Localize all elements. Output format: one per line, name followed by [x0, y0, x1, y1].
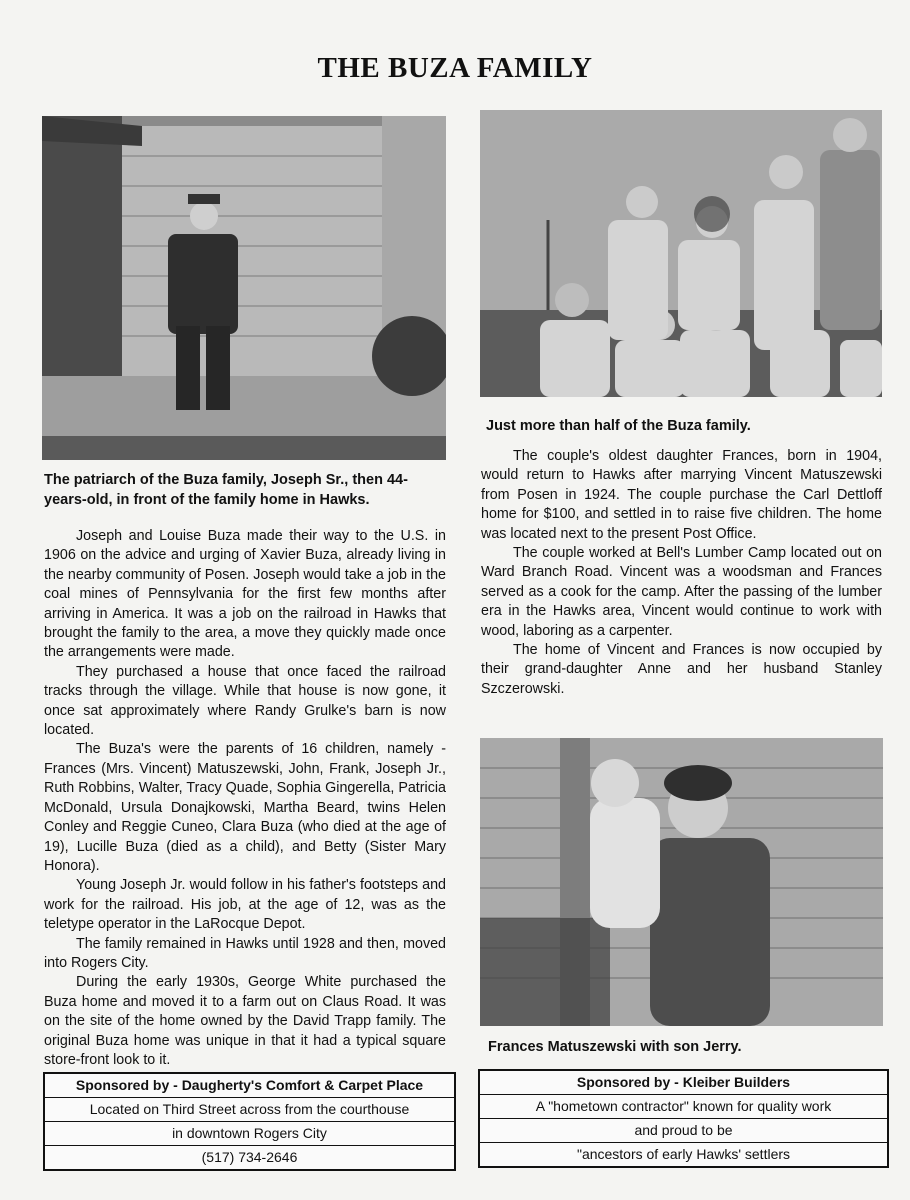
- paragraph: The couple worked at Bell's Lumber Camp located out on Ward Branch Road. Vincent was a woodsman and Frances served as a cook for the camp. After the passing of the lumber era in the Hawks area, Vincent would continue to work with wood, laboring as a carpenter.: [481, 545, 882, 639]
- frances-caption: Frances Matuszewski with son Jerry.: [488, 1039, 742, 1055]
- sponsor-box-left: [43, 1072, 456, 1171]
- sponsor-line: (517) 734-2646: [45, 1145, 454, 1169]
- paragraph: Young Joseph Jr. would follow in his father's footsteps and work for the railroad. His job, at the age of 12, was as the teletype operator in the LaRocque Depot.: [44, 877, 446, 933]
- sponsor-line: Located on Third Street across from the courthouse: [45, 1097, 454, 1121]
- paragraph: Joseph and Louise Buza made their way to the U.S. in 1906 on the advice and urging of Xavier Buza, already living in the nearby community of Posen. Joseph would take a job in the coal mines of Pennsylvania for the first few months after arriving in America. It was a job on the railroad in Hawks that brought the family to the area, a move they quickly made once the arrangements were made.: [44, 528, 446, 661]
- paragraph: During the early 1930s, George White purchased the Buza home and moved it to a farm out on Claus Road. It was on the site of the home owned by the David Trapp family. The original Buza home was unique in that it had a typical square store-front look to it.: [44, 974, 446, 1068]
- sponsor-heading: Sponsored by - Daugherty's Comfort & Carpet Place: [75, 1077, 424, 1093]
- sponsor-box-right: [478, 1069, 889, 1168]
- children-caption: Just more than half of the Buza family.: [486, 418, 751, 434]
- sponsor-line: in downtown Rogers City: [45, 1121, 454, 1145]
- children-photo: [480, 110, 882, 397]
- page-title: THE BUZA FAMILY: [317, 52, 593, 84]
- frances-photo-drawing: [480, 738, 883, 1026]
- sponsor-line: A "hometown contractor" known for quality work: [480, 1094, 887, 1118]
- sponsor-line: "ancestors of early Hawks' settlers: [480, 1142, 887, 1166]
- paragraph: The Buza's were the parents of 16 children, namely - Frances (Mrs. Vincent) Matuszewski, John, Frank, Joseph Jr., Ruth Robbins, Walter, Tracy Quade, Sophia Gingerella, Patricia McDonald, Ursula Donajkowski, Martha Beard, twins Helen Conley and Reggie Cuneo, Clara Buza (who died at the age of 19), Lucille Buza (died as a child), and Betty (Sister Mary Honora).: [44, 741, 446, 874]
- children-photo-drawing: [480, 110, 882, 397]
- patriarch-photo-drawing: [42, 116, 446, 460]
- patriarch-photo: [42, 116, 446, 460]
- left-column-text: [44, 527, 446, 1070]
- paragraph: The couple's oldest daughter Frances, born in 1904, would return to Hawks after marrying Vincent Matuszewski from Posen in 1924. The couple purchase the Carl Dettloff home for $100, and settled in to raise five children. The home was located next to the present Post Office.: [481, 448, 882, 542]
- paragraph: The home of Vincent and Frances is now occupied by their grand-daughter Anne and her husband Stanley Szczerowski.: [481, 642, 882, 697]
- sponsor-line: and proud to be: [480, 1118, 887, 1142]
- frances-photo: [480, 738, 883, 1026]
- right-column-text: [481, 447, 882, 699]
- paragraph: They purchased a house that once faced the railroad tracks through the village. While that house is now gone, it once sat approximately where Randy Grulke's barn is now located.: [44, 663, 446, 739]
- sponsor-heading: Sponsored by - Kleiber Builders: [576, 1074, 791, 1090]
- patriarch-caption: The patriarch of the Buza family, Joseph Sr., then 44-years-old, in front of the family home in Hawks.: [44, 472, 408, 508]
- paragraph: The family remained in Hawks until 1928 and then, moved into Rogers City.: [44, 935, 446, 971]
